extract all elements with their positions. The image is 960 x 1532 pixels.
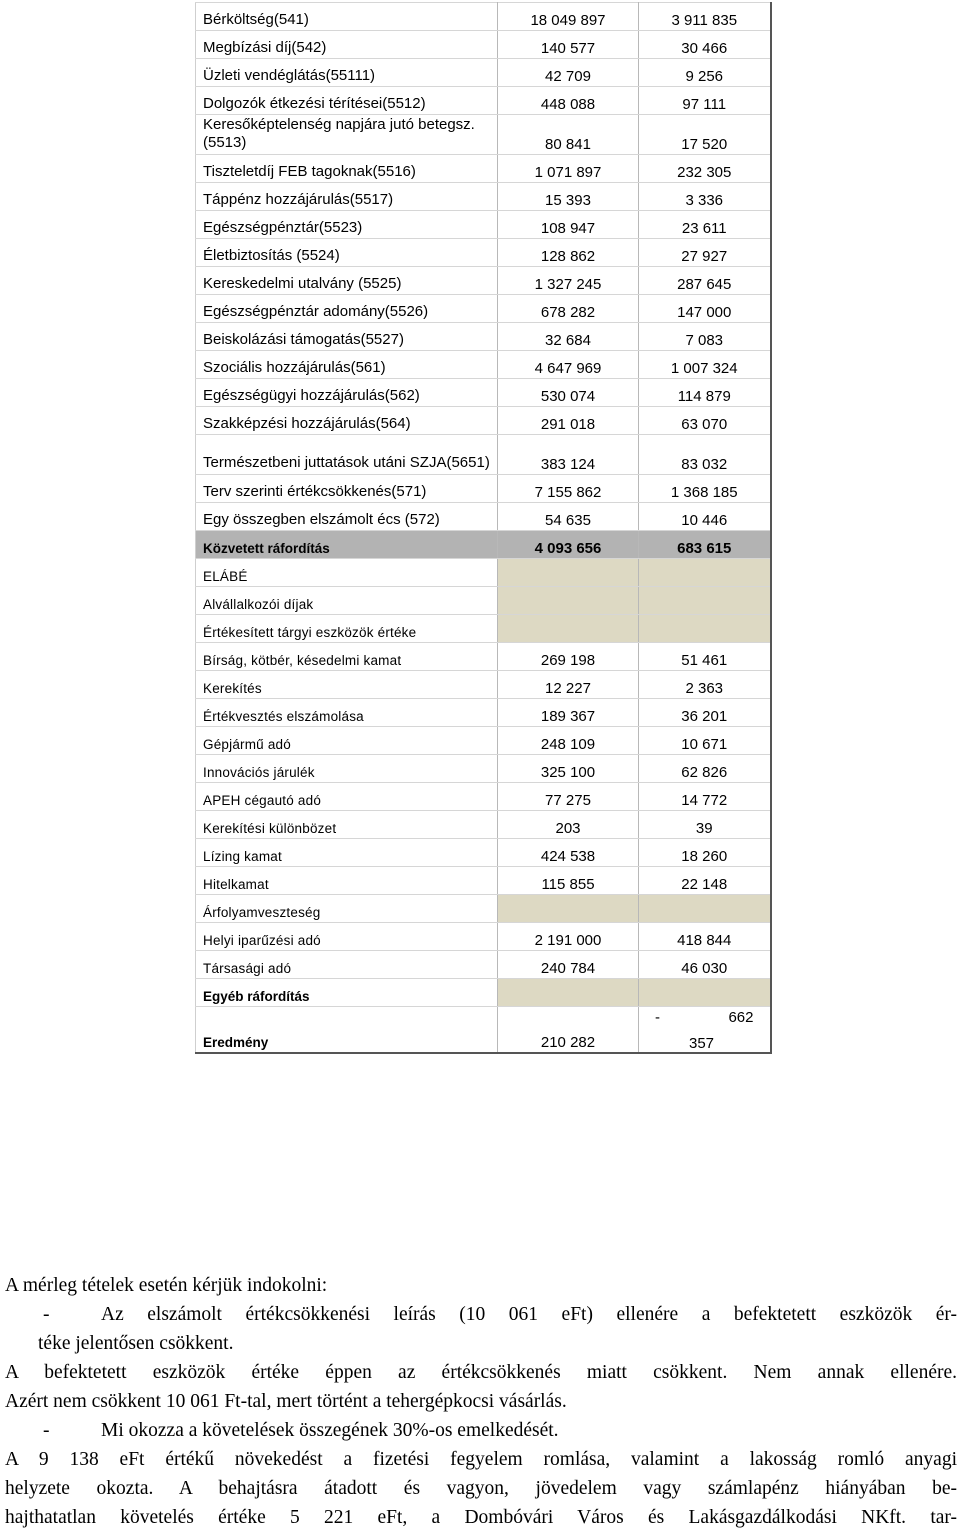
answer-2-line1: A 9 138 eFt értékű növekedést a fizetési fegyelem romlása, valamint a lakosság romló anyagi <box>5 1449 957 1470</box>
table-row <box>196 811 771 839</box>
row-value-1: 128 862 <box>498 239 639 267</box>
table-row <box>196 615 771 643</box>
row-label: Kereskedelmi utalvány (5525) <box>196 267 498 295</box>
row-value-2: 9 256 <box>639 59 771 87</box>
row-label: APEH cégautó adó <box>196 783 498 811</box>
table-row <box>196 183 771 211</box>
cost-table <box>195 2 772 1054</box>
row-value-2: 22 148 <box>639 867 771 895</box>
row-value-1 <box>498 979 639 1007</box>
row-value-2: 36 201 <box>639 699 771 727</box>
row-value-2: 418 844 <box>639 923 771 951</box>
result-value-2-line1: 662 <box>728 1009 754 1026</box>
table-row <box>196 295 771 323</box>
row-value-2 <box>639 979 771 1007</box>
row-value-1 <box>498 587 639 615</box>
row-label: Dolgozók étkezési térítései(5512) <box>196 87 498 115</box>
table-row <box>196 839 771 867</box>
table-row <box>196 267 771 295</box>
table-row <box>196 783 771 811</box>
table-row-subtotal <box>196 531 771 559</box>
row-label: Tiszteletdíj FEB tagoknak(5516) <box>196 155 498 183</box>
table-row <box>196 211 771 239</box>
table-row <box>196 475 771 503</box>
row-value-1: 2 191 000 <box>498 923 639 951</box>
table-row <box>196 239 771 267</box>
row-label: Egy összegben elszámolt écs (572) <box>196 503 498 531</box>
result-value-2 <box>639 1007 771 1053</box>
row-value-1: 189 367 <box>498 699 639 727</box>
question-2 <box>5 1416 957 1445</box>
row-value-2 <box>639 587 771 615</box>
row-label: Keresőképtelenség napjára jutó betegsz.(5513) <box>196 115 498 155</box>
row-value-1: 32 684 <box>498 323 639 351</box>
row-value-1: 248 109 <box>498 727 639 755</box>
row-label: Bírság, kötbér, késedelmi kamat <box>196 643 498 671</box>
table-row <box>196 755 771 783</box>
row-value-1: 108 947 <box>498 211 639 239</box>
notes-section <box>5 1271 957 1532</box>
row-value-2: 30 466 <box>639 31 771 59</box>
row-label: Alvállalkozói díjak <box>196 587 498 615</box>
row-value-2: 3 336 <box>639 183 771 211</box>
result-sign: - <box>655 1009 660 1026</box>
row-value-2: 83 032 <box>639 435 771 475</box>
row-label: Értékvesztés elszámolása <box>196 699 498 727</box>
row-label: Beiskolázási támogatás(5527) <box>196 323 498 351</box>
table-row <box>196 59 771 87</box>
row-value-1: 448 088 <box>498 87 639 115</box>
row-label: Gépjármű adó <box>196 727 498 755</box>
row-label: Egészségügyi hozzájárulás(562) <box>196 379 498 407</box>
row-value-2: 1 368 185 <box>639 475 771 503</box>
row-label: Egészségpénztár(5523) <box>196 211 498 239</box>
row-value-1: 54 635 <box>498 503 639 531</box>
row-value-1: 269 198 <box>498 643 639 671</box>
table-row <box>196 31 771 59</box>
result-label: Eredmény <box>196 1007 498 1053</box>
row-value-1: 530 074 <box>498 379 639 407</box>
row-value-1: 42 709 <box>498 59 639 87</box>
row-value-2: 97 111 <box>639 87 771 115</box>
row-value-1: 18 049 897 <box>498 3 639 31</box>
row-label: Innovációs járulék <box>196 755 498 783</box>
table-row <box>196 155 771 183</box>
question-1-line2: téke jelentősen csökkent. <box>38 1333 234 1354</box>
table-row <box>196 379 771 407</box>
table-row <box>196 951 771 979</box>
row-value-1 <box>498 559 639 587</box>
answer-2-line3: hajthatatlan követelés értéke 5 221 eFt, a Dombóvári Város és Lakásgazdálkodási NKft. tar- <box>5 1507 957 1528</box>
row-value-2: 3 911 835 <box>639 3 771 31</box>
row-value-2: 2 363 <box>639 671 771 699</box>
row-label: Táppénz hozzájárulás(5517) <box>196 183 498 211</box>
bullet-dash: - <box>43 1304 50 1325</box>
question-1-text: Az elszámolt értékcsökkenési leírás (10 061 eFt) ellenére a befektetett eszközök ér- <box>101 1304 957 1325</box>
row-value-1: 1 327 245 <box>498 267 639 295</box>
row-value-2: 232 305 <box>639 155 771 183</box>
row-label: Üzleti vendéglátás(55111) <box>196 59 498 87</box>
row-label: Természetbeni juttatások utáni SZJA(5651) <box>196 435 498 475</box>
table-row <box>196 979 771 1007</box>
table-row <box>196 87 771 115</box>
table-row <box>196 699 771 727</box>
row-value-2: 51 461 <box>639 643 771 671</box>
row-value-1: 80 841 <box>498 115 639 155</box>
row-value-2 <box>639 559 771 587</box>
table-row <box>196 867 771 895</box>
table-row-result <box>196 1007 771 1053</box>
answer-2-line2: helyzete okozta. A behajtásra átadott és vagyon, jövedelem vagy számlapénz hiányában be- <box>5 1478 957 1499</box>
row-value-2: 62 826 <box>639 755 771 783</box>
table-row <box>196 895 771 923</box>
row-label: Helyi iparűzési adó <box>196 923 498 951</box>
row-value-1: 203 <box>498 811 639 839</box>
table-row <box>196 503 771 531</box>
row-value-1: 7 155 862 <box>498 475 639 503</box>
row-value-2: 23 611 <box>639 211 771 239</box>
row-value-2: 147 000 <box>639 295 771 323</box>
row-value-1 <box>498 615 639 643</box>
row-value-1: 424 538 <box>498 839 639 867</box>
table-row <box>196 3 771 31</box>
row-value-2: 18 260 <box>639 839 771 867</box>
row-value-2: 27 927 <box>639 239 771 267</box>
row-value-1 <box>498 895 639 923</box>
row-label: Életbiztosítás (5524) <box>196 239 498 267</box>
row-label: Kerekítés <box>196 671 498 699</box>
row-value-1: 115 855 <box>498 867 639 895</box>
table-row <box>196 587 771 615</box>
table-row <box>196 643 771 671</box>
row-value-1: 325 100 <box>498 755 639 783</box>
row-label: Egyéb ráfordítás <box>196 979 498 1007</box>
question-1-line1 <box>5 1300 957 1329</box>
row-label: Szakképzési hozzájárulás(564) <box>196 407 498 435</box>
row-label: Terv szerinti értékcsökkenés(571) <box>196 475 498 503</box>
table-row <box>196 115 771 155</box>
result-value-2-line2: 357 <box>689 1034 715 1052</box>
row-value-2: 63 070 <box>639 407 771 435</box>
row-value-1: 77 275 <box>498 783 639 811</box>
question-2-text: Mi okozza a követelések összegének 30%-os emelkedését. <box>101 1420 559 1441</box>
row-value-1: 383 124 <box>498 435 639 475</box>
row-label: Árfolyamveszteség <box>196 895 498 923</box>
row-value-2: 46 030 <box>639 951 771 979</box>
notes-intro: A mérleg tételek esetén kérjük indokolni: <box>5 1275 328 1296</box>
row-value-2 <box>639 615 771 643</box>
row-label: Értékesített tárgyi eszközök értéke <box>196 615 498 643</box>
row-label: Kerekítési különbözet <box>196 811 498 839</box>
row-value-1: 140 577 <box>498 31 639 59</box>
table-row <box>196 351 771 379</box>
row-label: Egészségpénztár adomány(5526) <box>196 295 498 323</box>
bullet-dash: - <box>43 1420 50 1441</box>
row-value-2 <box>639 895 771 923</box>
row-value-2: 10 446 <box>639 503 771 531</box>
answer-1-line2: Azért nem csökkent 10 061 Ft-tal, mert történt a tehergépkocsi vásárlás. <box>5 1391 567 1412</box>
row-value-1: 1 071 897 <box>498 155 639 183</box>
row-label: Szociális hozzájárulás(561) <box>196 351 498 379</box>
result-value-1: 210 282 <box>498 1007 639 1053</box>
table-row <box>196 323 771 351</box>
row-value-1: 15 393 <box>498 183 639 211</box>
table-row <box>196 407 771 435</box>
row-value-2: 287 645 <box>639 267 771 295</box>
table-row <box>196 435 771 475</box>
row-value-2: 39 <box>639 811 771 839</box>
row-value-1: 12 227 <box>498 671 639 699</box>
row-value-1: 291 018 <box>498 407 639 435</box>
row-value-2: 683 615 <box>639 531 771 559</box>
row-label: ELÁBÉ <box>196 559 498 587</box>
row-value-1: 4 647 969 <box>498 351 639 379</box>
answer-1-line1: A befektetett eszközök értéke éppen az értékcsökkenés miatt csökkent. Nem annak ellenére. <box>5 1362 957 1383</box>
row-value-1: 4 093 656 <box>498 531 639 559</box>
table-row <box>196 727 771 755</box>
row-value-1: 678 282 <box>498 295 639 323</box>
row-value-2: 14 772 <box>639 783 771 811</box>
row-label: Társasági adó <box>196 951 498 979</box>
row-label: Bérköltség(541) <box>196 3 498 31</box>
row-value-2: 114 879 <box>639 379 771 407</box>
row-value-2: 7 083 <box>639 323 771 351</box>
table-row <box>196 923 771 951</box>
table-row <box>196 671 771 699</box>
row-label: Megbízási díj(542) <box>196 31 498 59</box>
row-value-2: 17 520 <box>639 115 771 155</box>
row-value-2: 1 007 324 <box>639 351 771 379</box>
table-row <box>196 559 771 587</box>
row-value-1: 240 784 <box>498 951 639 979</box>
row-label: Közvetett ráfordítás <box>196 531 498 559</box>
row-label: Lízing kamat <box>196 839 498 867</box>
row-value-2: 10 671 <box>639 727 771 755</box>
row-label: Hitelkamat <box>196 867 498 895</box>
